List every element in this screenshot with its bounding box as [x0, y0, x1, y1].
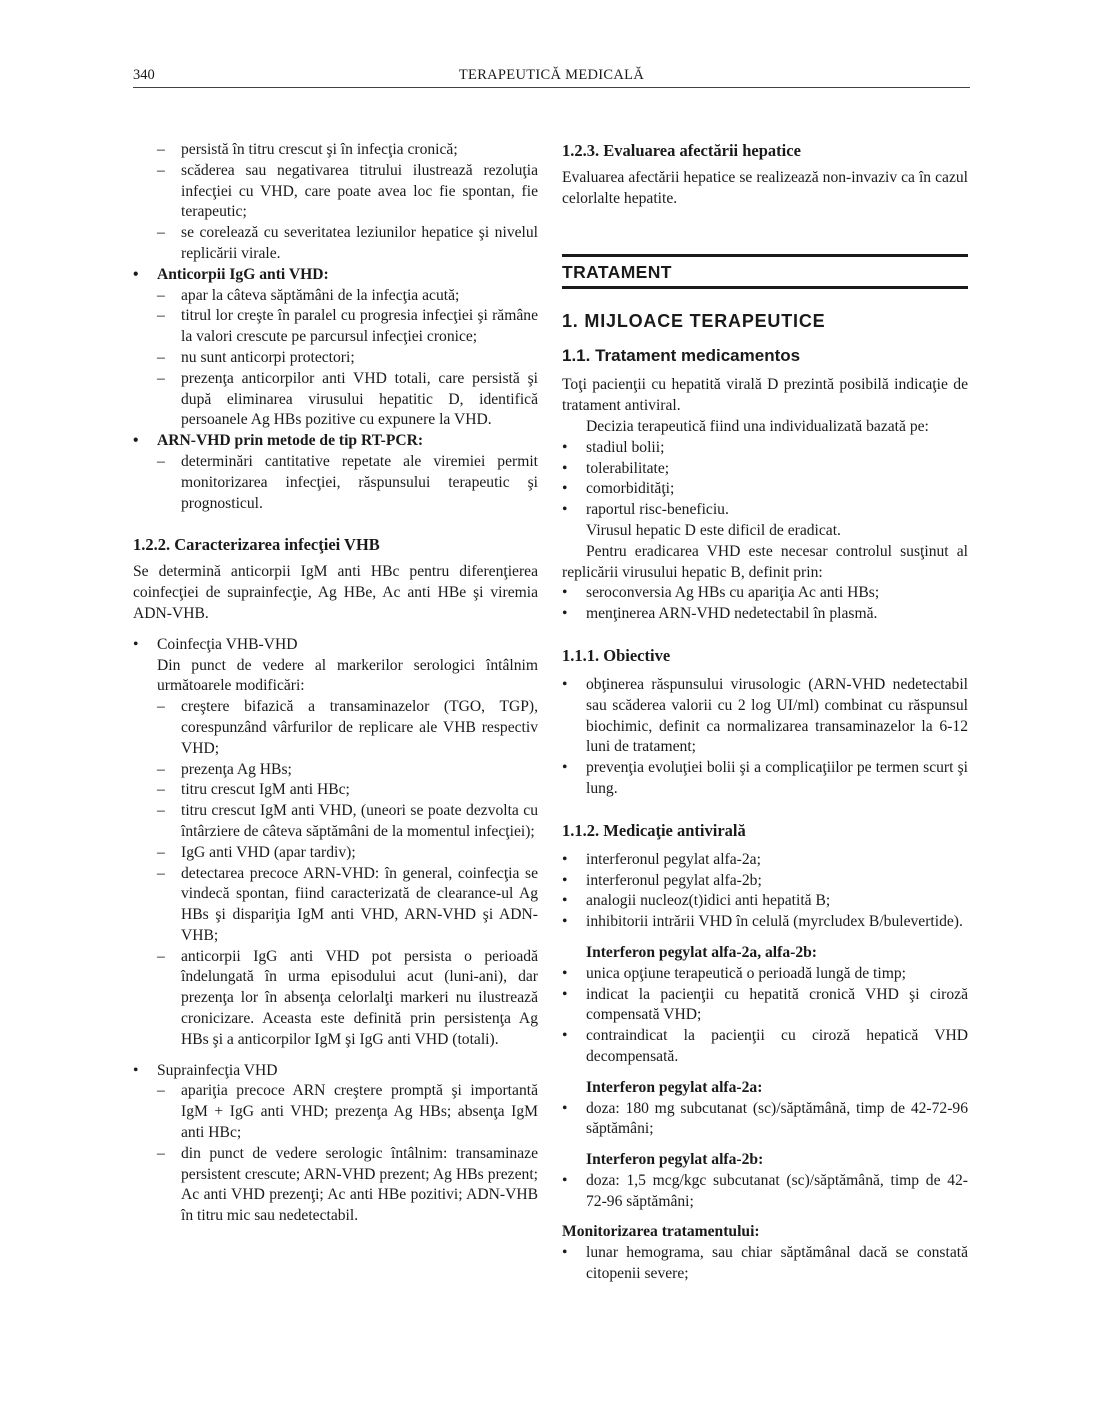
list-item: • seroconversia Ag HBs cu apariţia Ac anti HBs; — [562, 583, 968, 604]
ifn-alfa-2b-list — [562, 1171, 968, 1213]
arn-section — [133, 431, 538, 452]
page-number: 340 — [133, 67, 155, 83]
ifn-alfa-2b-title: Interferon pegylat alfa-2b: — [586, 1151, 764, 1169]
list-item: • unica opţiune terapeutică o perioadă lungă de timp; — [562, 964, 968, 985]
list-item: – anticorpii IgG anti VHD pot persista o perioadă îndelungată în urma episodului acut (luni-ani), dar prezenţa lor în absenţa celorlalţi markeri nu ilustrează cronicizare. Aceasta este definită prin persistenţa Ag HBs şi a anticorpilor IgM şi IgG anti VHD (totali). — [133, 947, 538, 1051]
list-item: – titru crescut IgM anti VHD, (uneori se poate dezvolta cu întârziere de câteva săptămâni de la momentul infecţiei); — [133, 801, 538, 843]
list-item: – prezenţa Ag HBs; — [133, 760, 538, 781]
list-item: • doza: 1,5 mcg/kgc subcutanat (sc)/săptămână, timp de 42-72-96 săptămâni; — [562, 1171, 968, 1213]
list-item: • comorbidităţi; — [562, 479, 968, 500]
titru-dash-list — [133, 140, 538, 265]
list-item: – detectarea precoce ARN-VHD: în general, coinfecţia se vindecă spontan, fiind caracterizată de clearance-ul Ag HBs şi dispariţia IgM anti VHD, ARN-VHD şi ADN-VHB; — [133, 864, 538, 947]
list-item: – scăderea sau negativarea titrului ilustrează rezoluţia infecţiei cu VHD, care poate avea loc fie spontan, fie terapeutic; — [133, 161, 538, 223]
list-item: • obţinerea răspunsului virusologic (ARN-VHD nedetectabil sau scăderea valorii cu 2 log UI/ml) combinat cu răspunsul biochimic, definit ca normalizarea transaminazelor la 6-12 luni de tratament; — [562, 675, 968, 758]
list-item: – IgG anti VHD (apar tardiv); — [133, 843, 538, 864]
heading-1-1-2: 1.1.2. Medicaţie antivirală — [562, 820, 746, 840]
list-item: – se corelează cu severitatea leziunilor hepatice şi nivelul replicării virale. — [133, 223, 538, 265]
monitorizare-title: Monitorizarea tratamentului: — [562, 1223, 760, 1241]
list-item: – apar la câteva săptămâni de la infecţia acută; — [133, 286, 538, 307]
list-item: • interferonul pegylat alfa-2b; — [562, 871, 968, 892]
coinfectie-section — [133, 635, 538, 656]
heading-1-1: 1.1. Tratament medicamentos — [562, 346, 801, 366]
heading-1-1-1: 1.1.1. Obiective — [562, 645, 671, 665]
right-column — [562, 140, 968, 1285]
monitorizare-list — [562, 1243, 968, 1285]
paragraph-toti: Toţi pacienţii cu hepatită virală D prezintă posibilă indicaţie de tratament antiviral. — [562, 376, 968, 415]
list-item: – determinări cantitative repetate ale viremiei permit monitorizarea infecţiei, răspunsului terapeutic şi prognosticul. — [133, 452, 538, 514]
heading-1-2-2: 1.2.2. Caracterizarea infecţiei VHB — [133, 535, 380, 555]
coinfectie-dash-list — [133, 697, 538, 1051]
list-item: • tolerabilitate; — [562, 459, 968, 480]
paragraph-decizia: Decizia terapeutică fiind una individualizată bazată pe: — [586, 417, 929, 435]
list-item: • lunar hemograma, sau chiar săptămânal dacă se constată citopenii severe; — [562, 1243, 968, 1285]
list-item: – prezenţa anticorpilor anti VHD totali, care persistă şi după eliminarea virusului hepatitic D, identifică persoanele Ag HBs pozitive cu expunere la VHD. — [133, 369, 538, 431]
obiective-list — [562, 675, 968, 800]
list-item: – nu sunt anticorpi protectori; — [133, 348, 538, 369]
running-title: TERAPEUTICĂ MEDICALĂ — [458, 67, 645, 83]
list-item: – persistă în titru crescut şi în infecţia cronică; — [133, 140, 538, 161]
list-item: • indicat la pacienţii cu hepatită cronică VHD şi ciroză compensată VHD; — [562, 985, 968, 1027]
igg-bullet-title: • Anticorpii IgG anti VHD: — [133, 265, 538, 286]
list-item: • doza: 180 mg subcutanat (sc)/săptămână, timp de 42-72-96 săptămâni; — [562, 1099, 968, 1141]
decizia-list — [562, 438, 968, 521]
arn-bullet-title: • ARN-VHD prin metode de tip RT-PCR: — [133, 431, 538, 452]
list-item: – din punct de vedere serologic întâlnim: transaminaze persistent crescute; ARN-VHD prezent; Ag HBs prezent; Ac anti VHD prezenţi; Ac anti HBe pozitivi; ADN-VHB în titru mic sau nedetectabil. — [133, 1144, 538, 1227]
paragraph-1-2-3: Evaluarea afectării hepatice se realizează non-invaziv ca în cazul celorlalte hepatite. — [562, 169, 968, 207]
list-item: • prevenţia evoluţiei bolii şi a complicaţiilor pe termen scurt şi lung. — [562, 758, 968, 800]
list-item: • raportul risc-beneficiu. — [562, 500, 968, 521]
ifn-alfa-2a-2b-title: Interferon pegylat alfa-2a, alfa-2b: — [586, 943, 817, 961]
list-item: • contraindicat la pacienţii cu ciroză hepatică VHD decompensată. — [562, 1026, 968, 1068]
suprainfectie-section — [133, 1061, 538, 1082]
list-item: • menţinerea ARN-VHD nedetectabil în plasmă. — [562, 604, 968, 625]
left-column — [133, 140, 538, 1227]
list-item: – titru crescut IgM anti HBc; — [133, 780, 538, 801]
heading-1-2-3: 1.2.3. Evaluarea afectării hepatice — [562, 141, 801, 160]
list-item: – creştere bifazică a transaminazelor (TGO, TGP), corespunzând vârfurilor de replicare ale VHB respectiv VHD; — [133, 697, 538, 759]
arn-dash-list — [133, 452, 538, 514]
ifn-alfa-2a-title: Interferon pegylat alfa-2a: — [586, 1078, 763, 1096]
list-item: – titrul lor creşte în paralel cu progresia infecţiei şi rămâne la valori crescute pe parcursul infecţiei cronice; — [133, 306, 538, 348]
paragraph-pentru: Pentru eradicarea VHD este necesar controlul susţinut al replicării virusului hepatic B, definit prin: — [562, 542, 968, 581]
list-item: – apariţia precoce ARN creştere promptă şi importantă IgM + IgG anti VHD; prezenţa Ag HBs; absenţa IgM anti HBc; — [133, 1081, 538, 1143]
igg-section — [133, 265, 538, 286]
list-item: • stadiul bolii; — [562, 438, 968, 459]
paragraph-1-2-2: Se determină anticorpii IgM anti HBc pentru diferenţierea coinfecţiei de suprainfecţie, Ag HBe, Ac anti HBe şi viremia ADN-VHB. — [133, 563, 538, 622]
paragraph-virusul: Virusul hepatic D este dificil de eradicat. — [586, 521, 841, 539]
coinfectie-title: • Coinfecţia VHB-VHD — [133, 635, 538, 656]
suprainfectie-dash-list — [133, 1081, 538, 1227]
section-band-tratament: TRATAMENT — [562, 254, 968, 290]
list-item: • analogii nucleoz(t)idici anti hepatită B; — [562, 891, 968, 912]
medicatie-list — [562, 850, 968, 933]
ifn-alfa-2a-list — [562, 1099, 968, 1141]
list-item: • interferonul pegylat alfa-2a; — [562, 850, 968, 871]
running-header — [133, 65, 970, 88]
list-item: • inhibitorii intrării VHD în celulă (myrcludex B/bulevertide). — [562, 912, 968, 933]
coinfectie-intro: Din punct de vedere al markerilor serologici întâlnim următoarele modificări: — [157, 656, 538, 695]
igg-dash-list — [133, 286, 538, 432]
ifn-alfa-2a-2b-list — [562, 964, 968, 1068]
heading-1: 1. MIJLOACE TERAPEUTICE — [562, 311, 826, 332]
suprainfectie-title: • Suprainfecţia VHD — [133, 1061, 538, 1082]
pentru-list — [562, 583, 968, 625]
